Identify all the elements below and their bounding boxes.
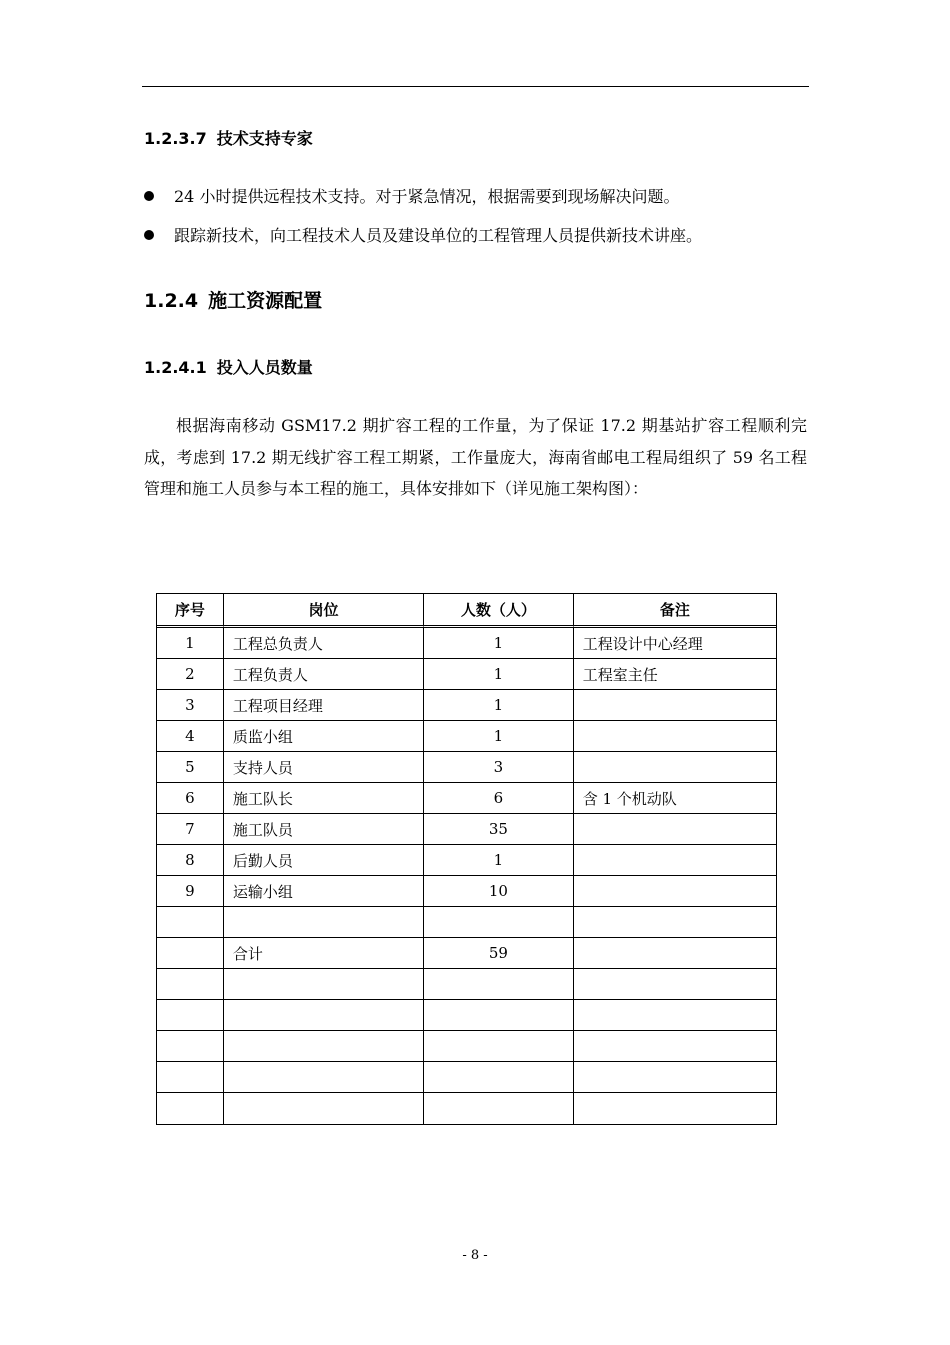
bullet-item <box>144 184 814 207</box>
table-cell: 9 <box>157 876 224 907</box>
header-cell: 人数（人） <box>424 594 574 628</box>
table-row <box>157 845 776 876</box>
table-cell <box>574 752 776 783</box>
page-number: - 8 - <box>462 1248 488 1263</box>
table-row <box>157 783 776 814</box>
table-cell: 合计 <box>224 938 424 969</box>
header-cell: 备注 <box>574 594 776 628</box>
table-row <box>157 659 776 690</box>
bullet-dot-icon <box>144 191 154 201</box>
header-cell: 序号 <box>157 594 224 628</box>
table-cell: 59 <box>424 938 574 969</box>
table-cell: 6 <box>157 783 224 814</box>
heading-title: 技术支持专家 <box>216 129 313 148</box>
table-cell <box>224 1031 424 1062</box>
table-cell: 施工队长 <box>224 783 424 814</box>
table-row <box>157 907 776 938</box>
table-cell: 1 <box>424 628 574 659</box>
table-row <box>157 1093 776 1124</box>
heading-1-2-3-7 <box>144 126 313 149</box>
table-cell: 后勤人员 <box>224 845 424 876</box>
table-cell: 运输小组 <box>224 876 424 907</box>
heading-title: 投入人员数量 <box>216 358 313 377</box>
bullet-dot-icon <box>144 230 154 240</box>
table-cell <box>224 907 424 938</box>
table-cell: 35 <box>424 814 574 845</box>
staff-table <box>156 593 777 1125</box>
table-cell: 2 <box>157 659 224 690</box>
table-cell <box>424 1000 574 1031</box>
heading-number: 1.2.3.7 <box>144 129 207 148</box>
table-cell <box>574 938 776 969</box>
heading-title: 施工资源配置 <box>208 290 323 312</box>
heading-1-2-4-1 <box>144 355 313 378</box>
table-row <box>157 969 776 1000</box>
table-cell <box>224 1000 424 1031</box>
table-cell <box>574 1093 776 1124</box>
table-cell <box>574 969 776 1000</box>
table-cell <box>574 845 776 876</box>
table-cell <box>424 1093 574 1124</box>
table-row <box>157 1031 776 1062</box>
table-cell <box>574 1031 776 1062</box>
table-cell <box>157 969 224 1000</box>
table-row <box>157 628 776 659</box>
bullet-text: 24 小时提供远程技术支持。对于紧急情况，根据需要到现场解决问题。 <box>174 187 680 206</box>
body-paragraph: 根据海南移动 GSM17.2 期扩容工程的工作量，为了保证 17.2 期基站扩容工程顺利完成，考虑到 17.2 期无线扩容工程工期紧，工作量庞大，海南省邮电工程局组织了 59 名工程管理和施工人员参与本工程的施工，具体安排如下（详见施工架构图）： <box>144 416 807 498</box>
table-cell <box>574 814 776 845</box>
table-row <box>157 690 776 721</box>
table-cell: 1 <box>157 628 224 659</box>
table-cell <box>224 969 424 1000</box>
table-cell <box>424 1062 574 1093</box>
table-cell <box>574 1062 776 1093</box>
heading-1-2-4 <box>144 286 322 313</box>
table-cell: 工程室主任 <box>574 659 776 690</box>
table-cell: 5 <box>157 752 224 783</box>
table-row <box>157 938 776 969</box>
header-cell: 岗位 <box>224 594 424 628</box>
heading-number: 1.2.4.1 <box>144 358 207 377</box>
table-cell <box>157 907 224 938</box>
table-cell <box>574 876 776 907</box>
table-cell <box>574 1000 776 1031</box>
table-cell: 6 <box>424 783 574 814</box>
table-cell <box>157 938 224 969</box>
table-cell: 3 <box>424 752 574 783</box>
table-cell <box>574 907 776 938</box>
table-cell <box>224 1093 424 1124</box>
table-cell <box>224 1062 424 1093</box>
table-cell: 10 <box>424 876 574 907</box>
table-cell: 工程负责人 <box>224 659 424 690</box>
table-cell <box>157 1062 224 1093</box>
table-cell <box>157 1031 224 1062</box>
table-cell: 3 <box>157 690 224 721</box>
table-cell: 工程项目经理 <box>224 690 424 721</box>
bullet-item <box>144 223 814 246</box>
table-cell: 1 <box>424 721 574 752</box>
table-row <box>157 1000 776 1031</box>
header-rule <box>142 86 809 87</box>
table-cell: 工程总负责人 <box>224 628 424 659</box>
table-cell: 质监小组 <box>224 721 424 752</box>
table-cell: 含 1 个机动队 <box>574 783 776 814</box>
table-cell: 1 <box>424 659 574 690</box>
table-cell <box>157 1093 224 1124</box>
table-row <box>157 814 776 845</box>
heading-number: 1.2.4 <box>144 290 199 312</box>
table-cell: 施工队员 <box>224 814 424 845</box>
table-cell: 4 <box>157 721 224 752</box>
table-row <box>157 1062 776 1093</box>
table-row <box>157 721 776 752</box>
table-cell: 1 <box>424 845 574 876</box>
table-header-row <box>157 594 776 628</box>
table-row <box>157 876 776 907</box>
table-cell: 7 <box>157 814 224 845</box>
table-cell <box>424 1031 574 1062</box>
table-cell <box>574 721 776 752</box>
table-cell <box>424 969 574 1000</box>
table-body <box>157 628 776 1124</box>
table-cell: 工程设计中心经理 <box>574 628 776 659</box>
table-row <box>157 752 776 783</box>
table-cell <box>424 907 574 938</box>
table-cell <box>157 1000 224 1031</box>
table-cell: 支持人员 <box>224 752 424 783</box>
bullet-text: 跟踪新技术，向工程技术人员及建设单位的工程管理人员提供新技术讲座。 <box>174 226 703 245</box>
table-cell <box>574 690 776 721</box>
table-cell: 1 <box>424 690 574 721</box>
table-cell: 8 <box>157 845 224 876</box>
